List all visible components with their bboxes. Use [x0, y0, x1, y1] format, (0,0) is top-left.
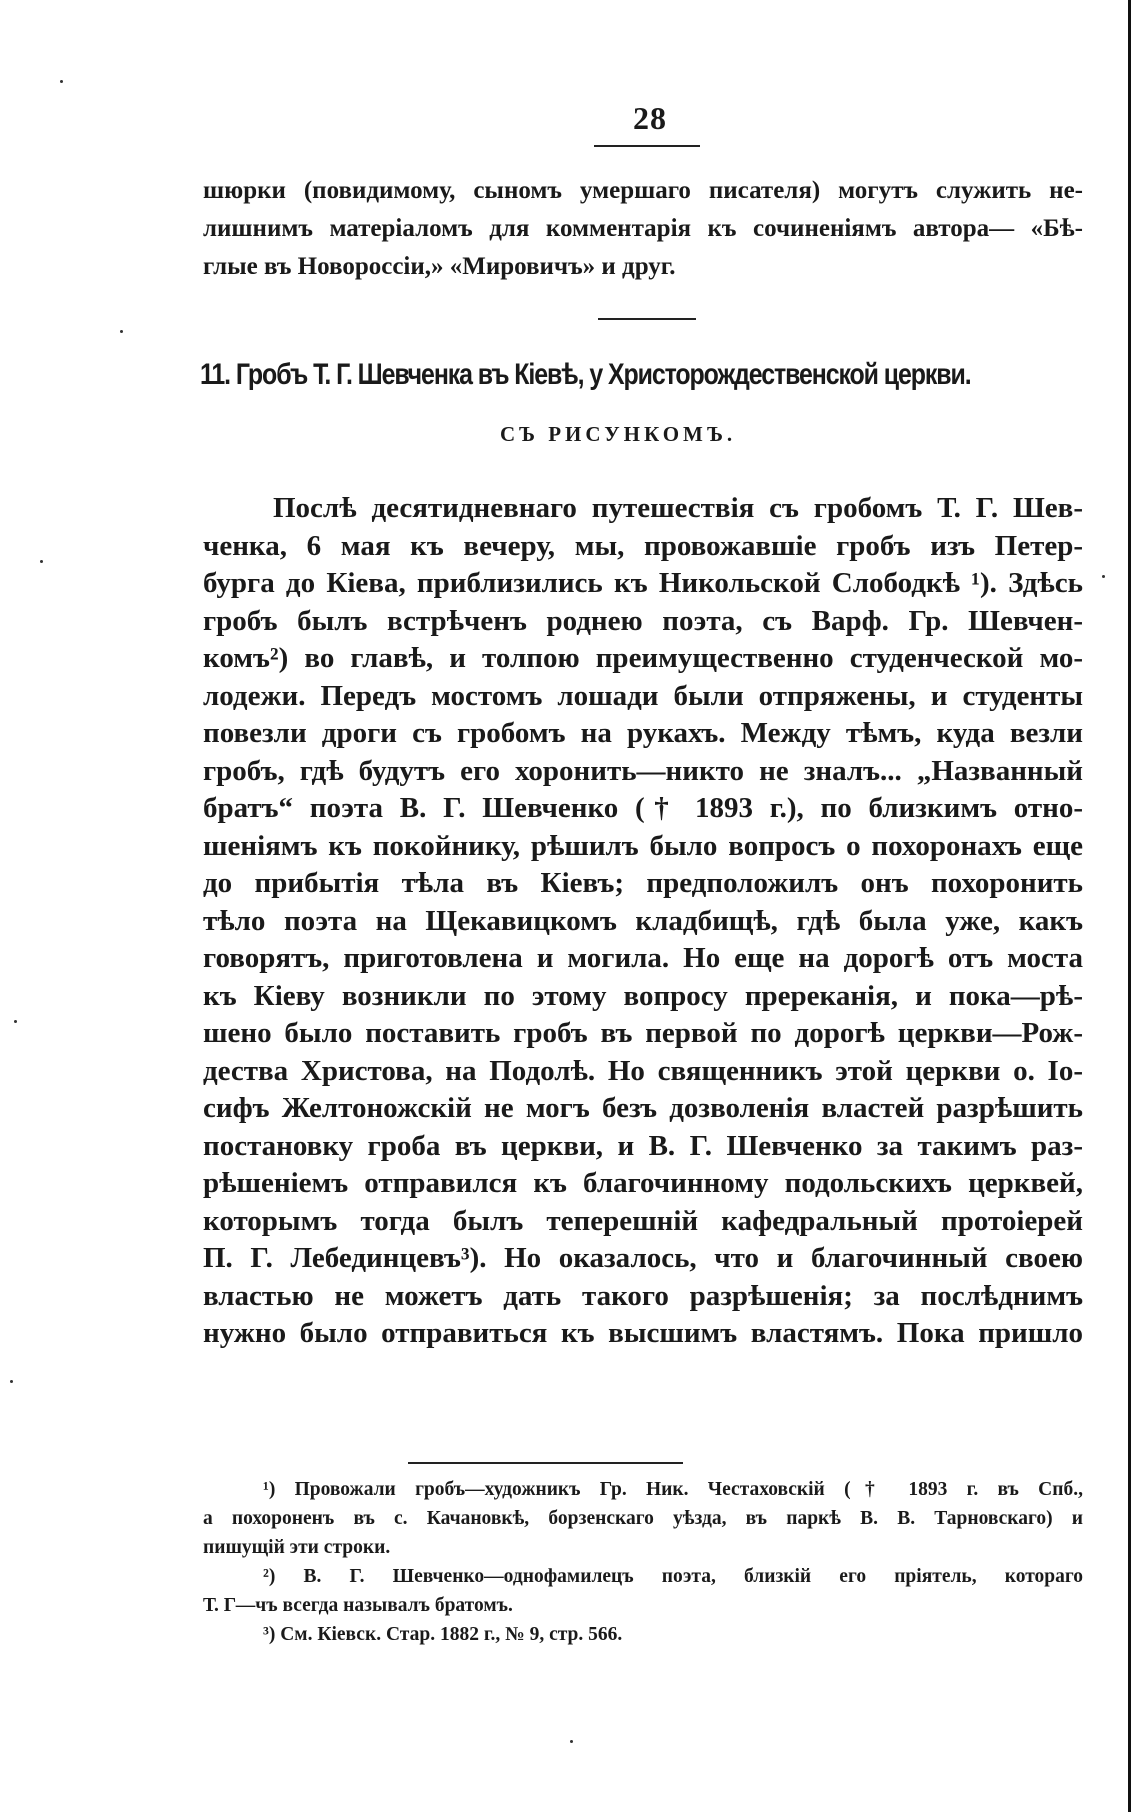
footnote-line: ¹) Провожали гробъ—художникъ Гр. Ник. Честаховскій († 1893 г. въ Спб.,	[263, 1479, 1083, 1500]
text-line: сифъ Желтоножскій не могъ безъ дозволенія властей разрѣшить	[203, 1092, 1083, 1124]
scan-edge-line	[1128, 0, 1131, 1812]
text-line: дества Христова, на Подолѣ. Но священникъ этой церкви о. Іо-	[203, 1054, 1083, 1087]
text-line: гробъ, гдѣ будутъ его хоронить—никто не зналъ... „Названный	[203, 754, 1083, 787]
scan-speck	[10, 1380, 13, 1383]
text-line: гробъ былъ встрѣченъ роднею поэта, съ Варф. Гр. Шевчен-	[203, 604, 1083, 637]
text-line: шено было поставить гробъ въ первой по дорогѣ церкви—Рож-	[203, 1017, 1083, 1049]
continuation-paragraph	[203, 172, 1083, 286]
footnote-line: пишущій эти строки.	[203, 1537, 391, 1558]
text-line: братъ“ поэта В. Г. Шевченко († 1893 г.), по близкимъ отно-	[203, 792, 1083, 824]
scan-speck	[120, 330, 123, 333]
section-subtitle: СЪ РИСУНКОМЪ.	[500, 422, 737, 446]
section-title: 11. Гробъ Т. Г. Шевченка въ Кіевѣ, у Христорождественской церкви.	[200, 358, 971, 391]
text-line: повезли дроги съ гробомъ на рукахъ. Между тѣмъ, куда везли	[203, 717, 1083, 749]
body-paragraph	[203, 490, 1083, 1353]
text-line: говорятъ, приготовлена и могила. Но еще на дорогѣ отъ моста	[203, 942, 1083, 974]
scan-speck	[60, 80, 63, 83]
text-line: нужно было отправиться къ высшимъ властямъ. Пока пришло	[203, 1317, 1083, 1349]
scan-speck	[14, 1020, 17, 1023]
footnote-line: а похороненъ въ с. Качановкѣ, борзенскаго уѣзда, въ паркѣ В. В. Тарновскаго) и	[203, 1508, 1083, 1529]
text-line: комъ²) во главѣ, и толпою преимущественно студенческой мо-	[203, 642, 1083, 674]
text-line: тѣло поэта на Щекавицкомъ кладбищѣ, гдѣ была уже, какъ	[203, 904, 1083, 937]
text-line: лишнимъ матеріаломъ для комментарія къ сочиненіямъ автора— «Бѣ-	[203, 215, 1083, 242]
text-line: до прибытія тѣла въ Кіевъ; предположилъ онъ похоронить	[203, 867, 1083, 899]
scan-speck	[570, 1740, 573, 1743]
footnote-line: ³) См. Кіевск. Стар. 1882 г., № 9, стр. 566.	[263, 1624, 623, 1645]
text-line: лодежи. Передъ мостомъ лошади были отпряжены, и студенты	[203, 679, 1083, 712]
text-line: шеніямъ къ покойнику, рѣшилъ было вопросъ о похоронахъ еще	[203, 829, 1083, 862]
text-line: Послѣ десятидневнаго путешествія съ гробомъ Т. Г. Шев-	[273, 492, 1083, 524]
footnotes	[203, 1475, 1083, 1649]
text-line: ченка, 6 мая къ вечеру, мы, провожавшіе гробъ изъ Петер-	[203, 529, 1083, 562]
footnote-divider	[408, 1462, 683, 1464]
text-line: рѣшеніемъ отправился къ благочинному подольскихъ церквей,	[203, 1167, 1083, 1199]
text-line: П. Г. Лебединцевъ³). Но оказалось, что и благочинный своею	[203, 1242, 1083, 1274]
footnote-line: ²) В. Г. Шевченко—однофамилецъ поэта, близкій его пріятель, котораго	[263, 1566, 1083, 1587]
text-line: шюрки (повидимому, сыномъ умершаго писателя) могутъ служить не-	[203, 177, 1083, 204]
scan-speck	[40, 560, 43, 563]
footnote-line: Т. Г—чъ всегда называлъ братомъ.	[203, 1595, 513, 1616]
page-number: 28	[633, 100, 667, 136]
text-line: которымъ тогда былъ теперешній кафедральный протоіерей	[203, 1204, 1083, 1237]
text-line: властью не можетъ дать такого разрѣшенія; за послѣднимъ	[203, 1279, 1083, 1312]
text-line: къ Кіеву возникли по этому вопросу пререканія, и пока—рѣ-	[203, 979, 1083, 1012]
text-line: глые въ Новороссіи,» «Мировичъ» и друг.	[203, 253, 676, 280]
text-line: бурга до Кіева, приблизились къ Никольской Слободкѣ ¹). Здѣсь	[203, 567, 1083, 599]
text-line: постановку гроба въ церкви, и В. Г. Шевченко за такимъ раз-	[203, 1129, 1083, 1162]
scan-speck	[1102, 575, 1105, 578]
section-divider	[598, 318, 696, 320]
page-number-underline	[594, 145, 700, 147]
